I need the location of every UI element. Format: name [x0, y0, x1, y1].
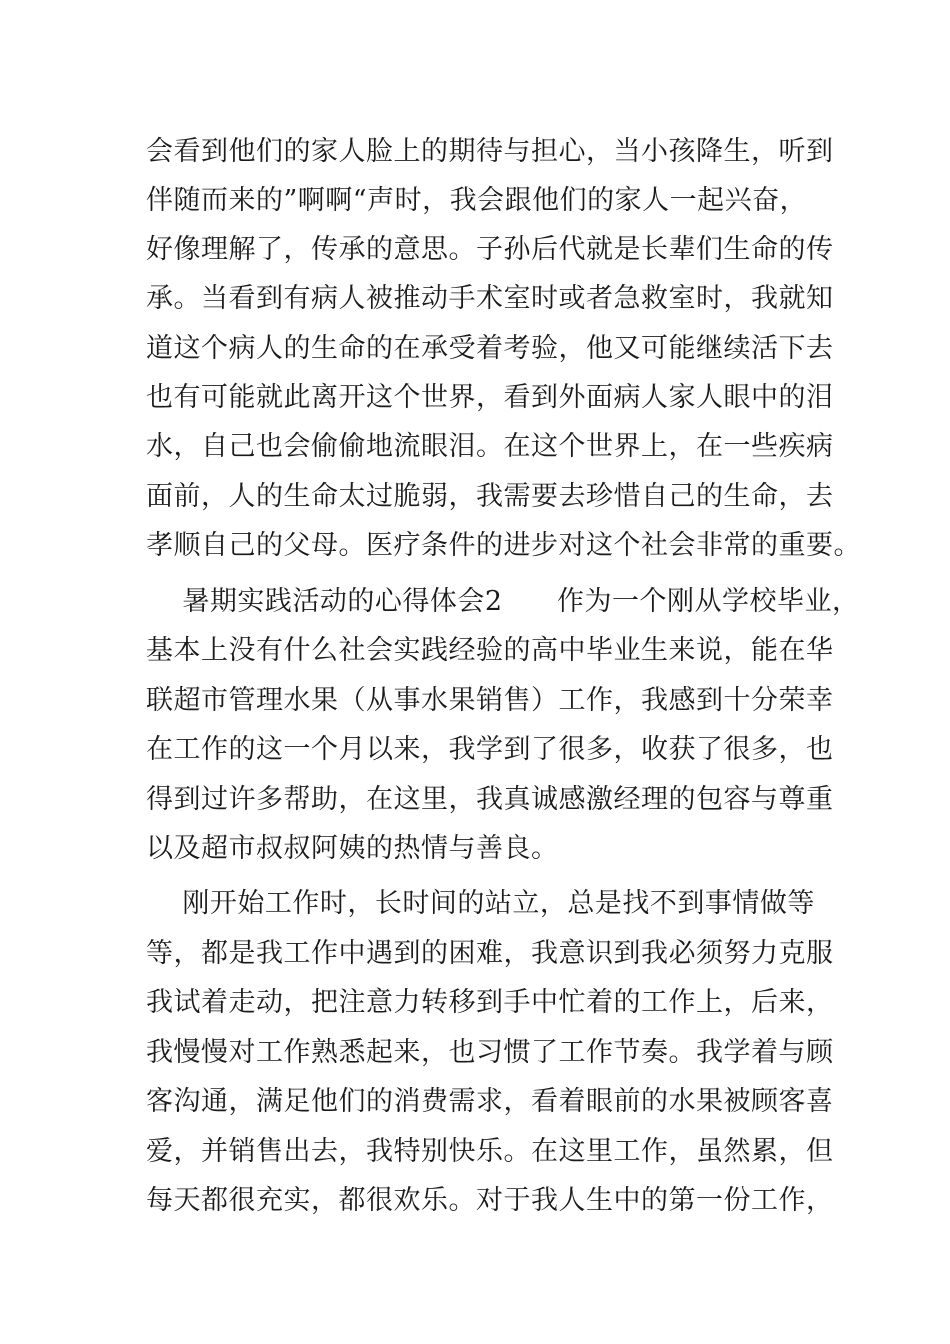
text-line: 以及超市叔叔阿姨的热情与善良。	[146, 833, 559, 864]
text-line: 爱，并销售出去，我特别快乐。在这里工作，虽然累，但	[146, 1136, 834, 1167]
text-line: 伴随而来的”啊啊“声时，我会跟他们的家人一起兴奋，	[146, 185, 808, 216]
text-line: 会看到他们的家人脸上的期待与担心，当小孩降生，听到	[146, 136, 834, 167]
text-line: 孝顺自己的父母。医疗条件的进步对这个社会非常的重要。	[146, 530, 861, 561]
text-line: 联超市管理水果（从事水果销售）工作，我感到十分荣幸	[146, 685, 834, 716]
text-line: 每天都很充实，都很欢乐。对于我人生中的第一份工作，	[146, 1185, 834, 1216]
text-line: 我慢慢对工作熟悉起来，也习惯了工作节奏。我学着与顾	[146, 1037, 834, 1068]
text-line: 我试着走动，把注意力转移到手中忙着的工作上，后来，	[146, 987, 834, 1018]
text-line: 道这个病人的生命的在承受着考验，他又可能继续活下去	[146, 333, 834, 364]
text-line: 客沟通，满足他们的消费需求，看着眼前的水果被顾客喜	[146, 1086, 834, 1117]
text-line: 暑期实践活动的心得体会2 作为一个刚从学校毕业，	[146, 586, 860, 617]
text-line: 面前，人的生命太过脆弱，我需要去珍惜自己的生命，去	[146, 481, 834, 512]
text-line: 刚开始工作时，长时间的站立，总是找不到事情做等	[146, 888, 815, 919]
text-line: 在工作的这一个月以来，我学到了很多，收获了很多，也	[146, 734, 834, 765]
text-line: 好像理解了，传承的意思。子孙后代就是长辈们生命的传	[146, 234, 834, 265]
text-line: 基本上没有什么社会实践经验的高中毕业生来说，能在华	[146, 635, 834, 666]
text-line: 水，自己也会偷偷地流眼泪。在这个世界上，在一些疾病	[146, 431, 834, 462]
text-line: 得到过许多帮助，在这里，我真诚感激经理的包容与尊重	[146, 784, 834, 815]
text-line: 也有可能就此离开这个世界，看到外面病人家人眼中的泪	[146, 382, 834, 413]
text-line: 承。当看到有病人被推动手术室时或者急救室时，我就知	[146, 283, 834, 314]
text-line: 等，都是我工作中遇到的困难，我意识到我必须努力克服	[146, 938, 834, 969]
